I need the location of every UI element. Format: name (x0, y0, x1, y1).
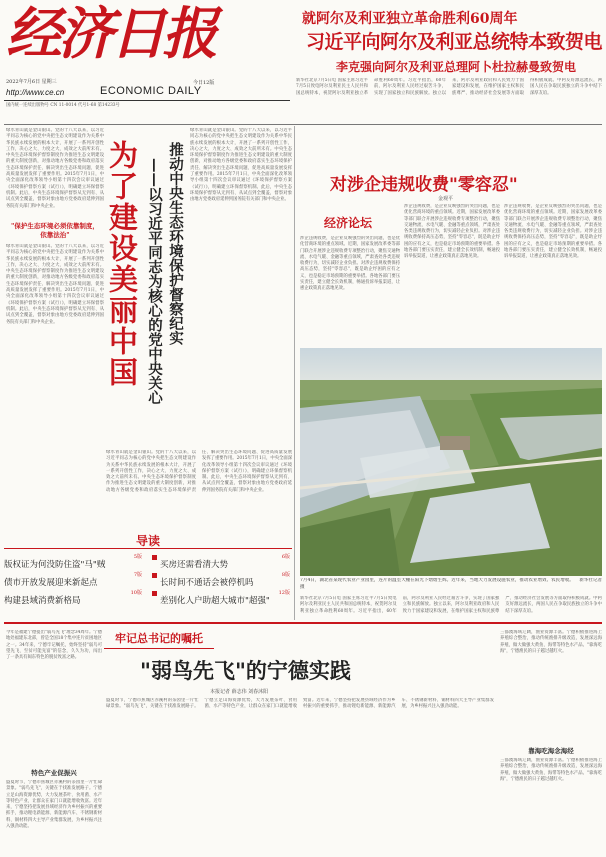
newspaper-logo: 经济日报 (6, 1, 214, 67)
section-rule (4, 622, 602, 624)
bottom-byline: 本报记者 薛志伟 刘春沐阳 (210, 689, 269, 695)
guide-bullet (152, 555, 157, 560)
column-divider (294, 126, 295, 620)
right-column-text: 涉企违规收费，是企业反映强烈的突出问题，也是优化营商环境的重点领域。近期，国家发展改革委等部门联合开展涉企违规收费专项整治行动，聚焦交通物流、水电气暖、金融等重点领域，严肃查处各类违规收费行为，切实减轻企业负担。对涉企违规收费保持高压态势，坚持"零容忍"，既是助企纾困的应有之义，也是稳定市场预期的重要举措。各地各部门要压实责任，建立健全长效机制，畅通投诉举报渠道，让惠企政策真正落地见效。 (300, 236, 400, 292)
guide-item[interactable]: 版权证为何没防住盗"马"贼 5版 (4, 554, 142, 570)
feature-right-text: 绿水青山就是金山银山。党的十八大以来，以习近平同志为核心的党中央把生态文明建设作为关系中华民族永续发展的根本大计，开展了一系列开创性工作，决心之大、力度之大、成效之大前所未有。中央生态环境保护督察制度作为推进生态文明建设的重大制度创新，对推动地方各级党委和政府落实生态环境保护责任、解决突出生态环境问题、促进高质量发展发挥了重要作用。2015年7月1日，中央全面深化改革领导小组第十四次会议审议通过《环境保护督察方案（试行）》，明确建立环保督察机制。此后，中央生态环境保护督察从无到有、从试点到全覆盖，督察对象由地方党委政府延伸到国务院有关部门和中央企业。 (190, 128, 292, 203)
issue-info: 2022年7月6日 星期三 (6, 79, 57, 85)
feature-bottom-text: 绿水青山就是金山银山。党的十八大以来，以习近平同志为核心的党中央把生态文明建设作为关系中华民族永续发展的根本大计，开展了一系列开创性工作，决心之大、力度之大、成效之大前所未有。中央生态环境保护督察制度作为推进生态文明建设的重大制度创新，对推动地方各级党委和政府落实生态环境保护责任、解决突出生态环境问题、促进高质量发展发挥了重要作用。2015年7月1日，中央全面深化改革领导小组第十四次会议审议通过《环境保护督察方案（试行）》，明确建立环保督察机制。此后，中央生态环境保护督察从无到有、从试点到全覆盖，督察对象由地方党委政府延伸到国务院有关部门和中央企业。 (106, 450, 292, 493)
english-name: ECONOMIC DAILY (100, 85, 202, 97)
right-column-text-2: 涉企违规收费，是企业反映强烈的突出问题，也是优化营商环境的重点领域。近期，国家发展改革委等部门联合开展涉企违规收费专项整治行动，聚焦交通物流、水电气暖、金融等重点领域，严肃查处各类违规收费行为，切实减轻企业负担。对涉企违规收费保持高压态势，坚持"零容忍"，既是助企纾困的应有之义，也是稳定市场预期的重要举措。各地各部门要压实责任，建立健全长效机制，畅通投诉举报渠道，让惠企政策真正落地见效。 (404, 204, 500, 260)
today-pages: 今日12版 (193, 80, 215, 86)
feature-quote-head: "保护生态环境必须依靠制度，依靠法治" (11, 222, 99, 239)
masthead-rule (4, 100, 290, 101)
bottom-right-subhead: 靠海吃海念海经 (528, 747, 574, 755)
feature-kicker-title: 推动中央生态环境保护督察纪实 (167, 142, 184, 345)
top-story-text: 新华社北京7月5日电 国家主席习近平7月5日致电阿尔及利亚民主人民共和国总统特本，祝贺阿尔及利亚独立革命胜利60周年。习近平指出，60年前，阿尔及利亚人民经过艰苦斗争，实现了国家独立和民族解放。独立以来，阿尔及利亚政府和人民致力于国家建设和发展，在维护国家主权和民族尊严、推动经济社会发展等方面取得积极成就。中阿友好源远流长，两国人民在争取民族独立的斗争中结下深厚友谊。 (296, 78, 602, 96)
feature-left-text: 绿水青山就是金山银山。党的十八大以来，以习近平同志为核心的党中央把生态文明建设作为关系中华民族永续发展的根本大计，开展了一系列开创性工作，决心之大、力度之大、成效之大前所未有。中央生态环境保护督察制度作为推进生态文明建设的重大制度创新，对推动地方各级党委和政府落实生态环境保护责任、解决突出生态环境问题、促进高质量发展发挥了重要作用。2015年7月1日，中央全面深化改革领导小组第十四次会议审议通过《环境保护督察方案（试行）》，明确建立环保督察机制。此后，中央生态环境保护督察从无到有、从试点到全覆盖，督察对象由地方党委政府延伸到国务院有关部门和中央企业。 (6, 128, 104, 209)
bottom-left-text-2: 盛夏时节，宁德市蕉城区赤溪村的茶园里一片忙碌景象。"弱鸟先飞"，关键在于找准发展路子。宁德立足山海资源优势，大力发展茶叶、食用菌、水产等特色产业，让群众在家门口就能增收致富。近年来，宁德坚持把发展县域经济作为乡村振兴的重要抓手，推动锂电新能源、新能源汽车、不锈钢新材料、铜材料四大主导产业集群发展，为乡村振兴注入强劲动能。 (6, 780, 102, 830)
photo-caption: 7月4日，湖北省某现代农业产业园里，连片的温室大棚在阳光下熠熠生辉。近年来，当地大力发展设施农业，推动农业增效、农民增收。 新华社记者 摄 (300, 578, 602, 590)
guide-list (4, 552, 292, 618)
right-column-text-3: 涉企违规收费，是企业反映强烈的突出问题，也是优化营商环境的重点领域。近期，国家发展改革委等部门联合开展涉企违规收费专项整治行动，聚焦交通物流、水电气暖、金融等重点领域，严肃查处各类违规收费行为，切实减轻企业负担。对涉企违规收费保持高压态势，坚持"零容忍"，既是助企纾困的应有之义，也是稳定市场预期的重要举措。各地各部门要压实责任，建立健全长效机制，畅通投诉举报渠道，让惠企政策真正落地见效。 (504, 204, 602, 260)
bottom-headline: "弱鸟先飞"的宁德实践 (140, 658, 351, 683)
guide-item[interactable]: 差别化人户助超大城市"超强" 12版 (152, 588, 292, 602)
section-label: 经济论坛 (323, 216, 372, 230)
right-headline: 对涉企违规收费"零容忍" (330, 175, 518, 195)
banner-kicker: 就阿尔及利亚独立革命胜利60周年 (302, 11, 518, 27)
right-author: 金观平 (438, 196, 454, 202)
guide-bullet (152, 573, 157, 578)
website-url[interactable]: http://www.ce.cn (6, 88, 65, 97)
guide-item[interactable]: 买房还需看清大势 6版 (152, 552, 292, 566)
section-label-box (300, 212, 396, 234)
guide-rule (4, 548, 292, 549)
feature-main-title: 为了建设美丽中国 (105, 140, 139, 388)
bottom-left-subhead: 特色产业促振兴 (31, 769, 77, 777)
banner-sub-headline: 李克强向阿尔及利亚总理阿卜杜拉赫曼致贺电 (336, 60, 577, 74)
top-divider (4, 124, 602, 125)
feature-sub-title: ——以习近平同志为核心的党中央关心 (146, 158, 163, 405)
guide-box (4, 532, 292, 620)
guide-item[interactable]: 构建县域消费新格局 10版 (4, 590, 142, 606)
ribbon-label: 牢记总书记的嘱托 (115, 632, 203, 645)
guide-bullet (152, 591, 157, 596)
bottom-right-text: 三都澳海域辽阔，渔业资源丰富。宁德积极推进海上养殖综合整治，推动传统渔排升级改造，发展深远海养殖，做大做强大黄鱼、海带等特色水产品。"靠海吃海"，宁德渔民的日子越过越红火。 (500, 630, 602, 654)
farm-photo (300, 348, 602, 576)
banner-main-headline: 习近平向阿尔及利亚总统特本致贺电 (306, 31, 603, 53)
masthead (0, 0, 230, 130)
bottom-right-text-2: 三都澳海域辽阔，渔业资源丰富。宁德积极推进海上养殖综合整治，推动传统渔排升级改造，发展深远海养殖，做大做强大黄鱼、海带等特色水产品。"靠海吃海"，宁德渔民的日子越过越红火。 (500, 758, 602, 782)
guide-item[interactable]: 债市开放发展迎来新起点 7版 (4, 572, 142, 588)
bottom-left-text: 今年是福建宁德提出"弱鸟先飞"理念34周年。宁德地处福建东北部，曾是全国18个集中连片贫困地区之一。34年来，宁德牢记嘱托，始终坚持"弱鸟可望先飞、至贫可能先富"的信念，久久为功，闯出了一条具有闽东特色的脱贫致富之路。 (6, 630, 102, 661)
feature-left-text-2: 绿水青山就是金山银山。党的十八大以来，以习近平同志为核心的党中央把生态文明建设作为关系中华民族永续发展的根本大计，开展了一系列开创性工作，决心之大、力度之大、成效之大前所未有。中央生态环境保护督察制度作为推进生态文明建设的重大制度创新，对推动地方各级党委和政府落实生态环境保护责任、解决突出生态环境问题、促进高质量发展发挥了重要作用。2015年7月1日，中央全面深化改革领导小组第十四次会议审议通过《环境保护督察方案（试行）》，明确建立环保督察机制。此后，中央生态环境保护督察从无到有、从试点到全覆盖，督察对象由地方党委政府延伸到国务院有关部门和中央企业。 (6, 244, 104, 325)
bottom-main-text: 盛夏时节，宁德市蕉城区赤溪村的茶园里一片忙碌景象。"弱鸟先飞"，关键在于找准发展路子。宁德立足山海资源优势，大力发展茶叶、食用菌、水产等特色产业，让群众在家门口就能增收致富。近年来，宁德坚持把发展县域经济作为乡村振兴的重要抓手，推动锂电新能源、新能源汽车、不锈钢新材料、铜材料四大主导产业集群发展，为乡村振兴注入强劲动能。 (106, 698, 494, 710)
right-lower-text: 新华社北京7月5日电 国家主席习近平7月5日致电阿尔及利亚民主人民共和国总统特本，祝贺阿尔及利亚独立革命胜利60周年。习近平指出，60年前，阿尔及利亚人民经过艰苦斗争，实现了国家独立和民族解放。独立以来，阿尔及利亚政府和人民致力于国家建设和发展，在维护国家主权和民族尊严、推动经济社会发展等方面取得积极成就。中阿友好源远流长，两国人民在争取民族独立的斗争中结下深厚友谊。 (300, 596, 602, 614)
publication-info-line: 国内统一连续出版物号 CN 11-0014 代号1-68 第14233号 (6, 103, 120, 108)
guide-title: 导读 (135, 534, 160, 548)
ribbon-label-box (104, 630, 214, 649)
farm-photo-graphic (300, 348, 602, 576)
guide-item[interactable]: 长时间不通话会被停机吗 8版 (152, 570, 292, 584)
